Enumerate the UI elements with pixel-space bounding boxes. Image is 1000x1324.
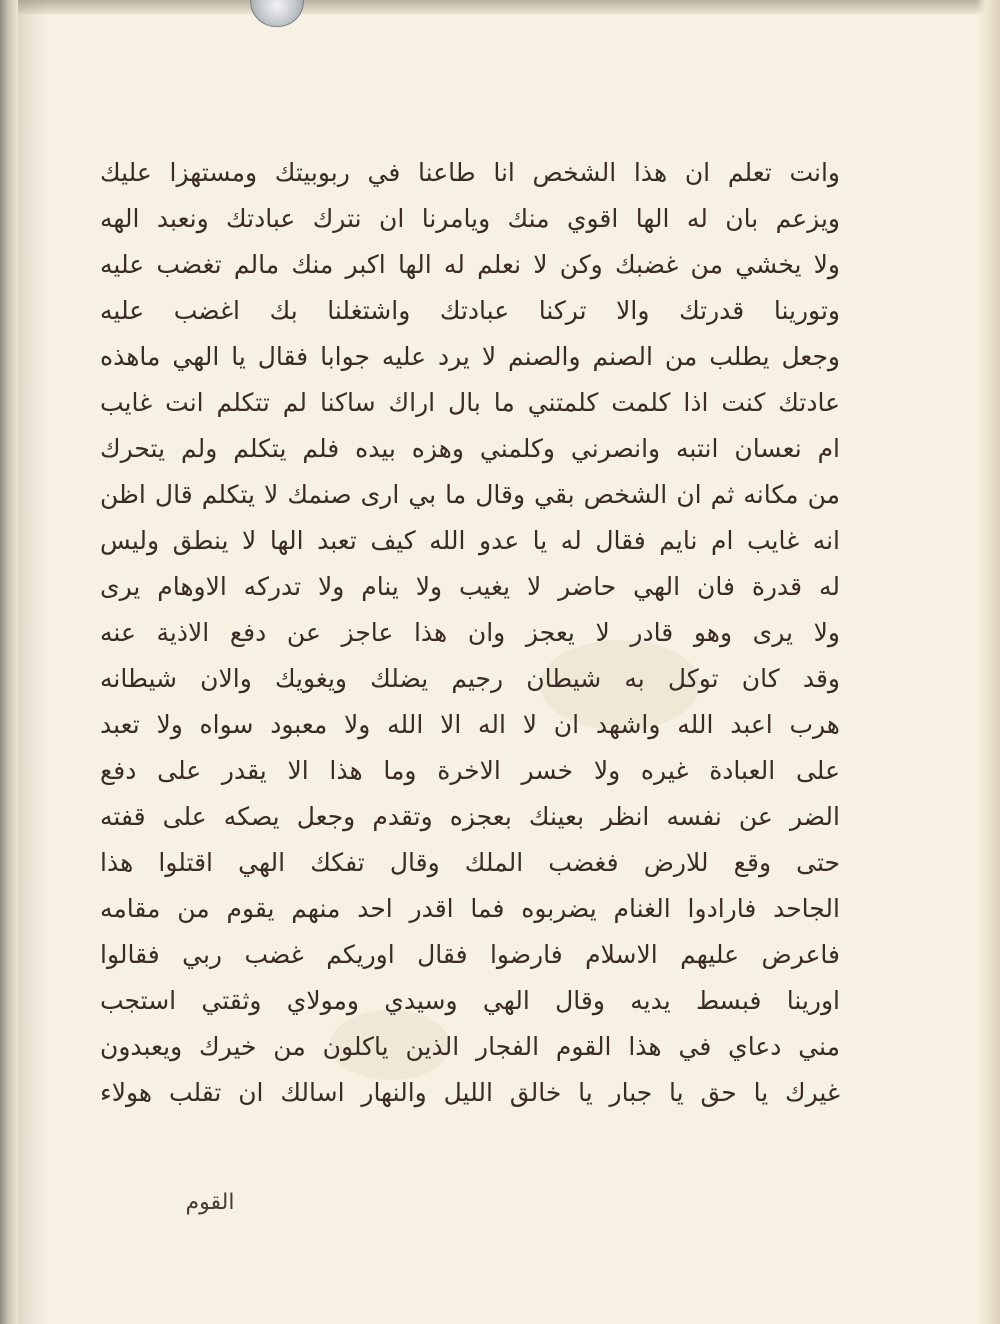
binding-shadow	[18, 0, 48, 1324]
text-line: ويزعم بان له الها اقوي منك ويامرنا ان نترك عبادتك ونعبد الهه	[100, 204, 840, 233]
text-line: الجاحد فارادوا الغنام يضربوه فما اقدر احد منهم يقوم من مقامه	[100, 894, 840, 923]
text-line: ولا يرى وهو قادر لا يعجز وان هذا عاجز عن دفع الاذية عنه	[100, 618, 840, 647]
text-line: غيرك يا حق يا جبار يا خالق الليل والنهار اسالك ان تقلب هولاء	[100, 1078, 840, 1107]
text-line: مني دعاي في هذا القوم الفجار الذين ياكلون من خيرك ويعبدون	[100, 1032, 840, 1061]
text-line: فاعرض عليهم الاسلام فارضوا فقال اوريكم غضب ربي فقالوا	[100, 940, 840, 969]
catchword: القوم	[185, 1190, 235, 1215]
text-line: ام نعسان انتبه وانصرني وكلمني وهزه بيده فلم يتكلم ولم يتحرك	[100, 434, 840, 463]
text-line: اورينا فبسط يديه وقال الهي وسيدي ومولاي وثقتي استجب	[100, 986, 840, 1015]
text-line: وانت تعلم ان هذا الشخص انا طاعنا في ربوبيتك ومستهزا عليك	[100, 158, 840, 187]
text-line: عادتك كنت اذا كلمت كلمتني ما بال اراك ساكنا لم تتكلم انت غايب	[100, 388, 840, 417]
page-binding-edge	[0, 0, 18, 1324]
text-line: على العبادة غيره ولا خسر الاخرة وما هذا الا يقدر على دفع	[100, 756, 840, 785]
holding-clip	[250, 0, 304, 27]
text-line: وتورينا قدرتك والا تركنا عبادتك واشتغلنا بك اغضب عليه	[100, 296, 840, 325]
text-line: الضر عن نفسه انظر بعينك بعجزه وتقدم وجعل يصكه على قفته	[100, 802, 840, 831]
text-line: ولا يخشي من غضبك وكن لا نعلم له الها اكبر منك مالم تغضب عليه	[100, 250, 840, 279]
text-line: من مكانه ثم ان الشخص بقي وقال ما بي ارى صنمك لا يتكلم قال اظن	[100, 480, 840, 509]
main-text-block	[100, 150, 840, 1150]
text-line: وقد كان توكل به شيطان رجيم يضلك ويغويك والان شيطانه	[100, 664, 840, 693]
text-line: انه غايب ام نايم فقال له يا عدو الله كيف تعبد الها لا ينطق وليس	[100, 526, 840, 555]
text-line: هرب اعبد الله واشهد ان لا اله الا الله ولا معبود سواه ولا تعبد	[100, 710, 840, 739]
text-line: وجعل يطلب من الصنم والصنم لا يرد عليه جوابا فقال يا الهي ماهذه	[100, 342, 840, 371]
text-line: له قدرة فان الهي حاضر لا يغيب ولا ينام ولا تدركه الاوهام يرى	[100, 572, 840, 601]
text-line: حتى وقع للارض فغضب الملك وقال تفكك الهي اقتلوا هذا	[100, 848, 840, 877]
page-right-edge	[976, 0, 1000, 1324]
page-top-edge	[0, 0, 1000, 14]
